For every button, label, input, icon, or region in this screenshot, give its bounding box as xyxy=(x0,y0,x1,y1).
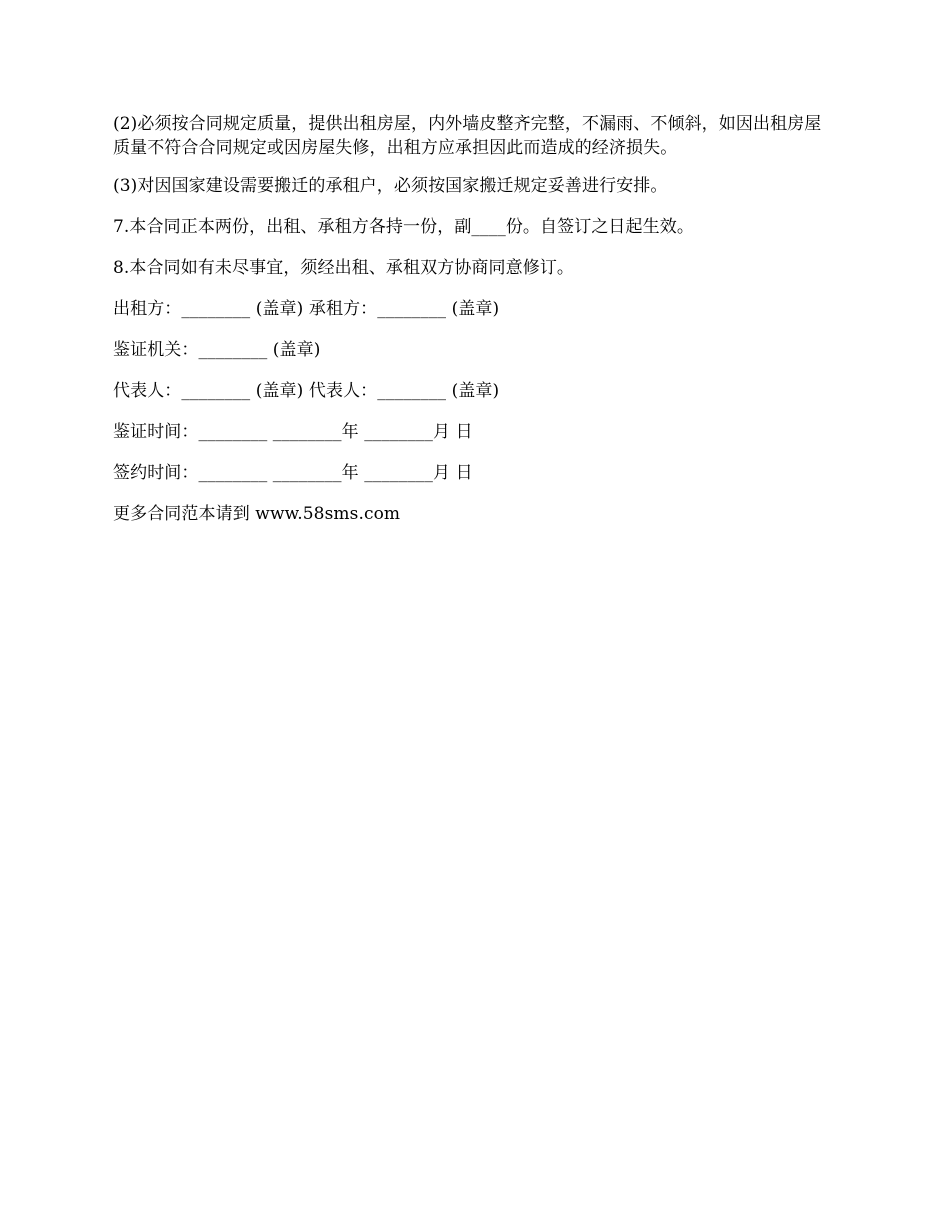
certification-authority-line: 鉴证机关：________ (盖章) xyxy=(113,340,321,360)
lessor-lessee-signature-line: 出租方：________ (盖章) 承租方：________ (盖章) xyxy=(113,299,500,319)
clause-3-paragraph: (3)对因国家建设需要搬迁的承租户，必须按国家搬迁规定妥善进行安排。 xyxy=(113,176,668,196)
clause-2-paragraph: (2)必须按合同规定质量，提供出租房屋，内外墙皮整齐完整，不漏雨、不倾斜，如因出租房屋质量不符合合同规定或因房屋失修，出租方应承担因此而造成的经济损失。 xyxy=(113,114,822,158)
document-body xyxy=(113,112,833,543)
article-7-paragraph: 7.本合同正本两份，出租、承租方各持一份，副____份。自签订之日起生效。 xyxy=(113,217,694,237)
article-8-paragraph: 8.本合同如有未尽事宜，须经出租、承租双方协商同意修订。 xyxy=(113,258,575,278)
more-templates-footer: 更多合同范本请到 www.58sms.com xyxy=(113,504,401,524)
representatives-signature-line: 代表人：________ (盖章) 代表人：________ (盖章) xyxy=(113,381,500,401)
signing-date-line: 签约时间：________ ________年 ________月 日 xyxy=(113,463,473,483)
certification-date-line: 鉴证时间：________ ________年 ________月 日 xyxy=(113,422,473,442)
